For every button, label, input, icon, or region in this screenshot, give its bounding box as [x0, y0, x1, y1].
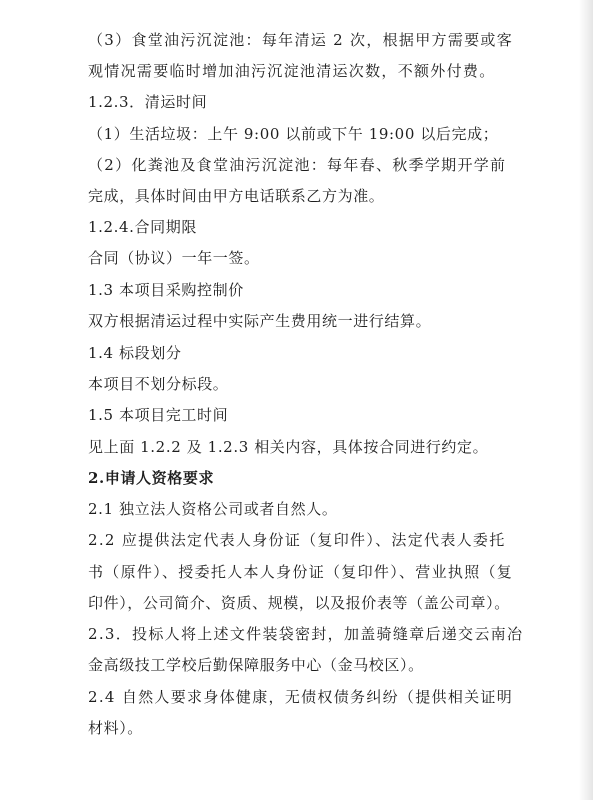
section-heading: 1.5 本项目完工时间 [88, 406, 229, 424]
text-line: 双方根据清运过程中实际产生费用统一进行结算。 [88, 312, 432, 330]
page-edge-shadow [579, 0, 593, 800]
text-line: 2.2 应提供法定代表人身份证（复印件）、法定代表人委托 [88, 531, 506, 549]
section-heading: 1.2.3．清运时间 [88, 93, 208, 111]
text-line: 2.3．投标人将上述文件装袋密封，加盖骑缝章后递交云南冶 [88, 625, 524, 643]
text-line: 书（原件）、授委托人本人身份证（复印件）、营业执照（复 [88, 563, 514, 581]
text-line: 合同（协议）一年一签。 [88, 249, 260, 267]
section-heading: 1.4 标段划分 [88, 344, 182, 362]
text-line: 金高级技工学校后勤保障服务中心（金马校区）。 [88, 656, 424, 674]
text-line: 完成，具体时间由甲方电话联系乙方为准。 [88, 187, 385, 205]
text-line: 材料）。 [88, 719, 143, 737]
text-line: 见上面 1.2.2 及 1.2.3 相关内容，具体按合同进行约定。 [88, 438, 489, 456]
text-line: （1）生活垃圾：上午 9:00 以前或下午 19:00 以后完成； [88, 125, 499, 143]
text-line: 本项目不划分标段。 [88, 375, 229, 393]
text-line: （2）化粪池及食堂油污沉淀池：每年春、秋季学期开学前 [88, 156, 507, 174]
section-heading: 1.2.4.合同期限 [88, 218, 197, 236]
text-line: 观情况需要临时增加油污沉淀池清运次数，不额外付费。 [88, 62, 496, 80]
text-line: 印件），公司简介、资质、规模，以及报价表等（盖公司章）。 [88, 594, 510, 612]
text-line: 2.1 独立法人资格公司或者自然人。 [88, 500, 338, 518]
text-line: 2.4 自然人要求身体健康，无债权债务纠纷（提供相关证明 [88, 688, 514, 706]
section-heading: 1.3 本项目采购控制价 [88, 281, 244, 299]
text-line: （3）食堂油污沉淀池：每年清运 2 次，根据甲方需要或客 [88, 31, 514, 49]
section-heading-bold: 2.申请人资格要求 [88, 469, 215, 487]
